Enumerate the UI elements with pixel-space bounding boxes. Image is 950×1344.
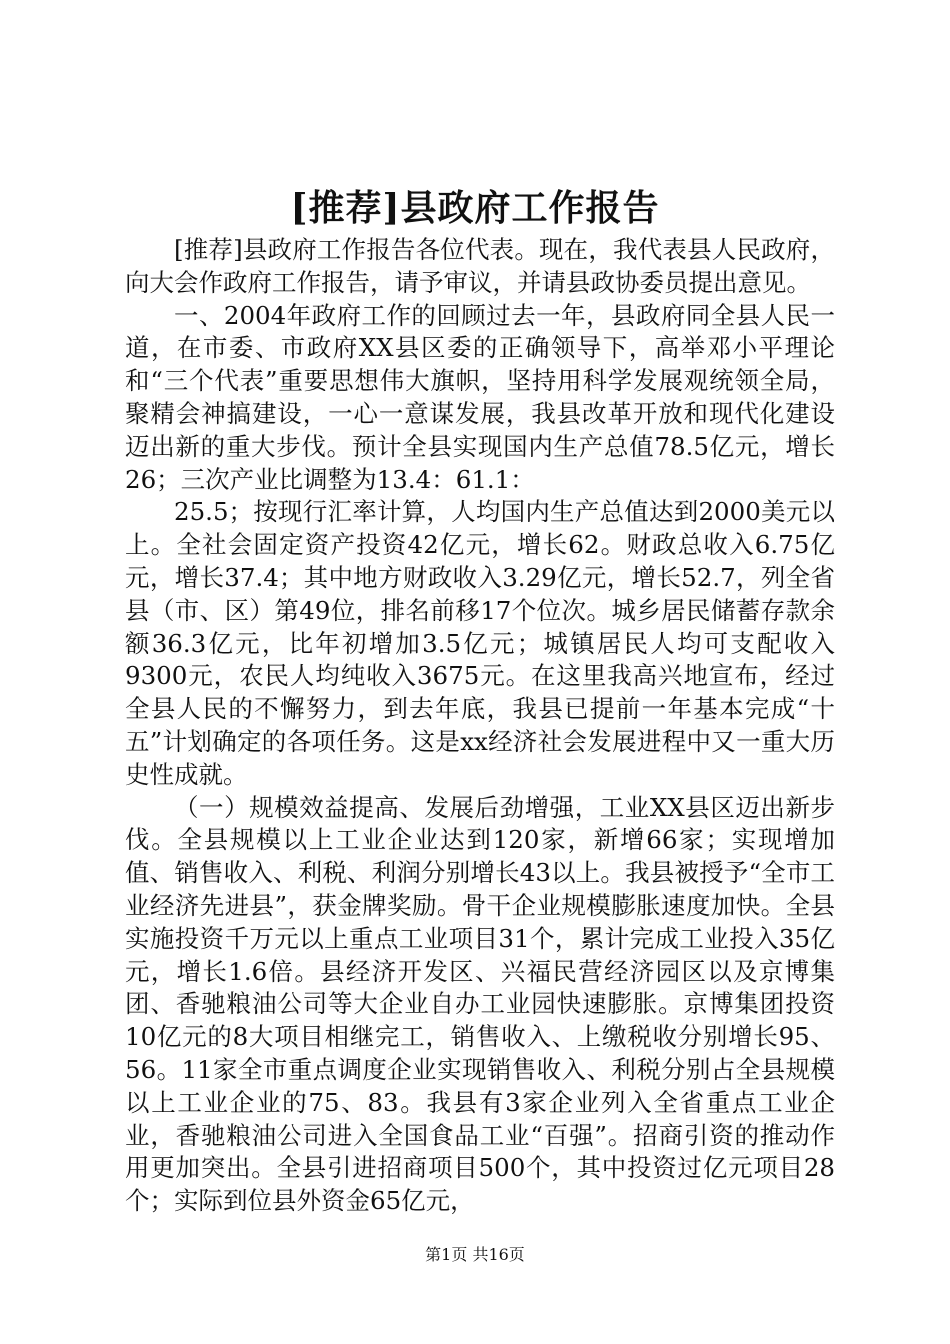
page-footer: 第1页 共16页 — [425, 1245, 525, 1264]
document-body — [125, 234, 835, 1218]
paragraph-review: 一、2004年政府工作的回顾过去一年，县政府同全县人民一道，在市委、市政府XX县区委的正确领导下，高举邓小平理论和“三个代表”重要思想伟大旗帜，坚持用科学发展观统领全局，聚精会神搞建设，一心一意谋发展，我县改革开放和现代化建设迈出新的重大步伐。预计全县实现国内生产总值78.5亿元，增长26；三次产业比调整为13.4：61.1： — [125, 300, 835, 494]
paragraph-industry: （一）规模效益提高、发展后劲增强，工业XX县区迈出新步伐。全县规模以上工业企业达到120家，新增66家；实现增加值、销售收入、利税、利润分别增长43以上。我县被授予“全市工业经济先进县”，获金牌奖励。骨干企业规模膨胀速度加快。全县实施投资千万元以上重点工业项目31个，累计完成工业投入35亿元，增长1.6倍。县经济开发区、兴福民营经济园区以及京博集团、香驰粮油公司等大企业自办工业园快速膨胀。京博集团投资10亿元的8大项目相继完工，销售收入、上缴税收分别增长95、56。11家全市重点调度企业实现销售收入、利税分别占全县规模以上工业企业的75、83。我县有3家企业列入全省重点工业企业，香驰粮油公司进入全国食品工业“百强”。招商引资的推动作用更加突出。全县引进招商项目500个，其中投资过亿元项目28个；实际到位县外资金65亿元， — [125, 792, 835, 1216]
paragraph-intro: [推荐]县政府工作报告各位代表。现在，我代表县人民政府，向大会作政府工作报告，请予审议，并请县政协委员提出意见。 — [125, 235, 835, 297]
page-title: [推荐]县政府工作报告 — [290, 187, 660, 229]
paragraph-economy: 25.5；按现行汇率计算，人均国内生产总值达到2000美元以上。全社会固定资产投资42亿元，增长62。财政总收入6.75亿元，增长37.4；其中地方财政收入3.29亿元，增长52.7，列全省县（市、区）第49位，排名前移17个位次。城乡居民储蓄存款余额36.3亿元，比年初增加3.5亿元；城镇居民人均可支配收入9300元，农民人均纯收入3675元。在这里我高兴地宣布，经过全县人民的不懈努力，到去年底，我县已提前一年基本完成“十五”计划确定的各项任务。这是xx经济社会发展进程中又一重大历史性成就。 — [125, 497, 835, 789]
